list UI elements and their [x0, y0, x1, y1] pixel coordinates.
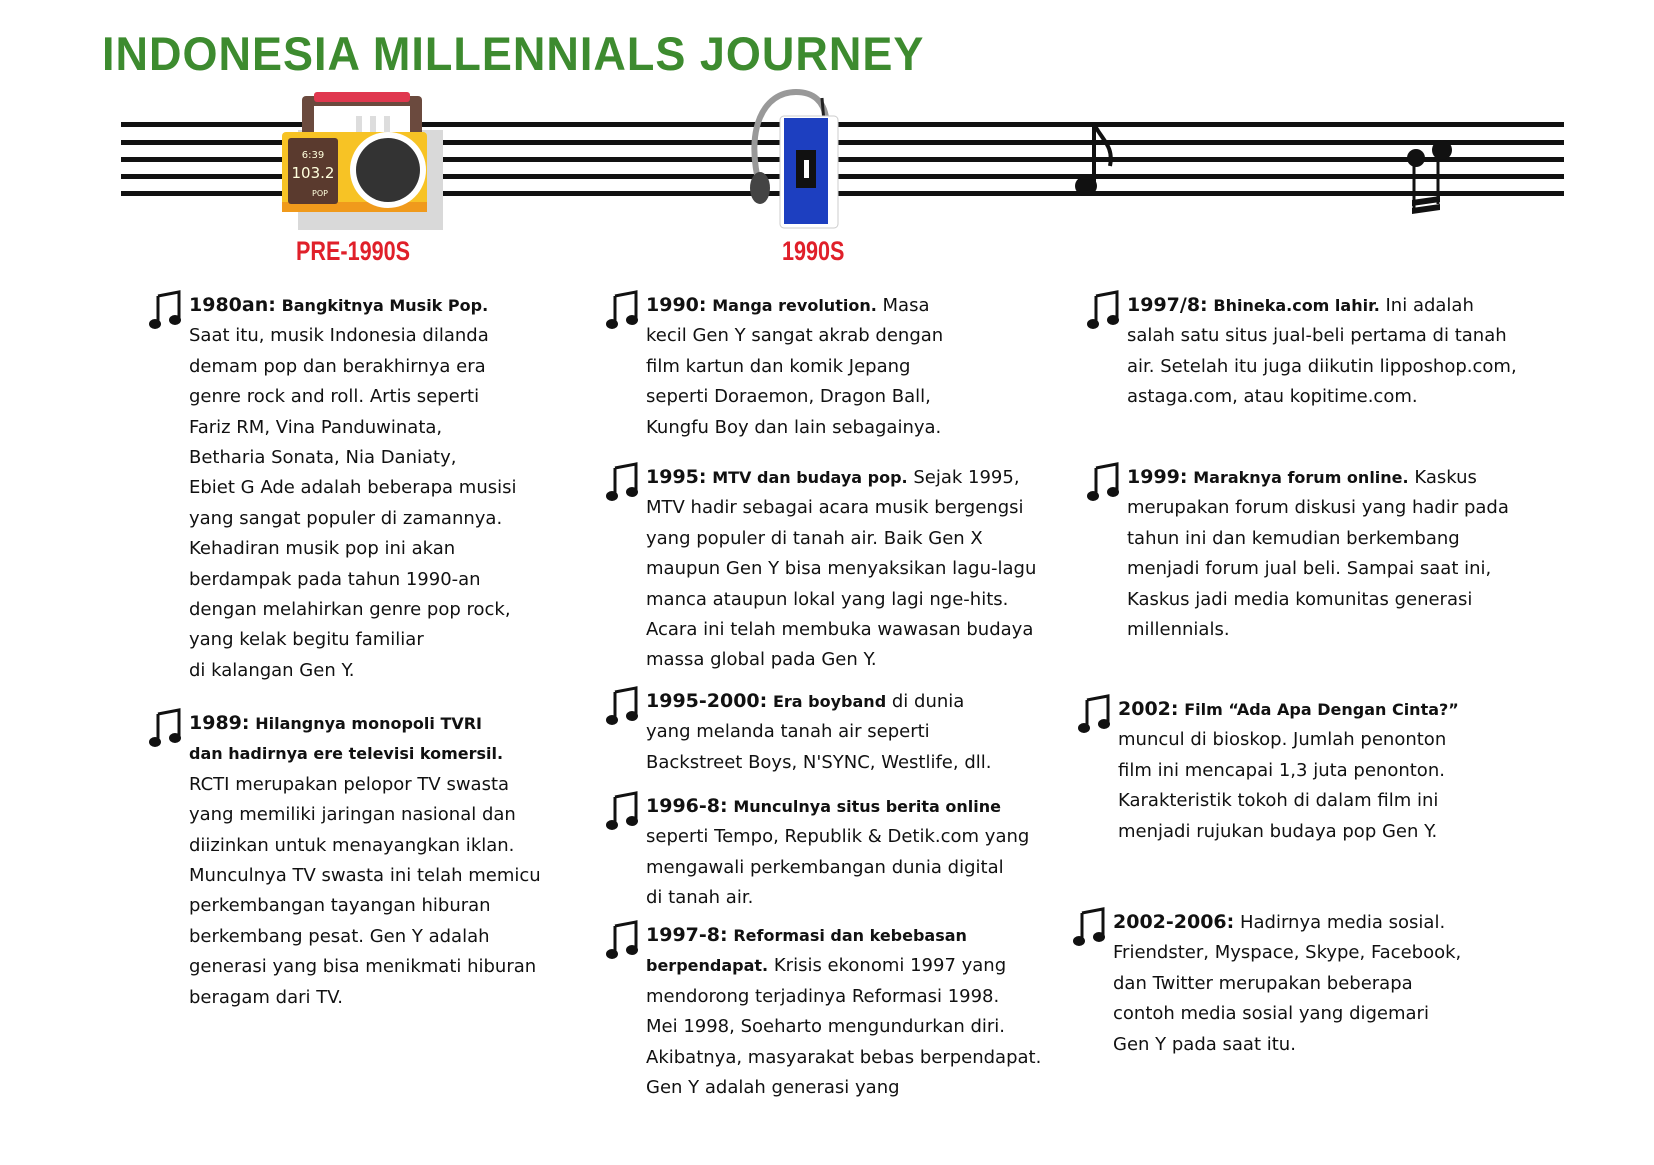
- walkman-icon: [744, 88, 854, 233]
- item-text-line: film ini mencapai 1,3 juta penonton.: [1118, 759, 1445, 781]
- item-text-line: Backstreet Boys, N'SYNC, Westlife, dll.: [646, 751, 992, 773]
- item-text-line: RCTI merupakan pelopor TV swasta: [189, 773, 510, 795]
- timeline-item: [646, 686, 991, 778]
- item-text-line: astaga.com, atau kopitime.com.: [1127, 386, 1418, 408]
- item-text-line: Kaskus jadi media komunitas generasi: [1127, 588, 1473, 610]
- timeline-item: [189, 708, 541, 1013]
- item-text-line: yang sangat populer di zamannya.: [189, 507, 503, 529]
- item-text-line: Mei 1998, Soeharto mengundurkan diri.: [646, 1016, 1006, 1038]
- item-text-line: contoh media sosial yang digemari: [1113, 1003, 1429, 1025]
- radio-time: 6:39: [301, 150, 325, 161]
- item-text-line: millennials.: [1127, 619, 1230, 641]
- item-text-line: MTV hadir sebagai acara musik bergengsi: [646, 497, 1024, 519]
- music-note-icon: [149, 708, 183, 748]
- item-year: 1996-8:: [646, 795, 728, 817]
- timeline-item: [189, 290, 517, 686]
- item-year: 2002:: [1118, 698, 1179, 720]
- item-text-line: di kalangan Gen Y.: [189, 659, 355, 681]
- item-text-line: Karakteristik tokoh di dalam film ini: [1118, 790, 1439, 812]
- item-text-line: yang memiliki jaringan nasional dan: [189, 804, 516, 826]
- item-text-line: air. Setelah itu juga diikutin lipposhop.com,: [1127, 355, 1517, 377]
- item-text: Hadirnya media sosial.: [1239, 912, 1446, 933]
- item-text-line: Kehadiran musik pop ini akan: [189, 538, 456, 560]
- timeline-item: [1127, 462, 1509, 645]
- timeline-item: [646, 462, 1036, 676]
- music-note-icon: [606, 686, 640, 726]
- item-heading: [646, 920, 1041, 951]
- item-heading: [1127, 290, 1517, 321]
- item-text-line: Friendster, Myspace, Skype, Facebook,: [1113, 942, 1462, 964]
- item-year: 1997/8:: [1127, 294, 1208, 316]
- music-note-icon: [606, 920, 640, 960]
- music-note-icon: [1087, 290, 1121, 330]
- item-heading: [646, 462, 1036, 493]
- item-topic: Manga revolution.: [712, 296, 877, 315]
- item-text: Sejak 1995,: [913, 467, 1020, 488]
- item-text-line: yang kelak begitu familiar: [189, 629, 424, 651]
- music-note-icon: [606, 462, 640, 502]
- item-text-line: yang melanda tanah air seperti: [646, 721, 930, 743]
- radio-frequency: 103.2: [291, 164, 335, 182]
- item-topic: Munculnya situs berita online: [733, 797, 1002, 816]
- item-text: Masa: [882, 295, 930, 316]
- item-text-line: demam pop dan berakhirnya era: [189, 355, 486, 377]
- item-text-line: dengan melahirkan genre pop rock,: [189, 599, 511, 621]
- item-year: 1990:: [646, 294, 707, 316]
- item-heading: [1127, 462, 1509, 493]
- item-heading: [646, 290, 943, 321]
- item-text-line: mengawali perkembangan dunia digital: [646, 856, 1004, 878]
- item-text-line: Gen Y pada saat itu.: [1113, 1033, 1296, 1055]
- era-label-1990s: 1990S: [782, 236, 845, 266]
- item-topic: Bangkitnya Musik Pop.: [281, 296, 489, 315]
- item-heading: [1113, 907, 1461, 938]
- item-text: Ini adalah: [1385, 295, 1474, 316]
- item-year: 1989:: [189, 712, 250, 734]
- item-text: Kaskus: [1414, 467, 1477, 488]
- item-text-line: Acara ini telah membuka wawasan budaya: [646, 619, 1034, 641]
- item-text-line: Kungfu Boy dan lain sebagainya.: [646, 416, 942, 438]
- item-heading: [646, 686, 991, 717]
- item-text-line: di tanah air.: [646, 887, 754, 909]
- item-text-line: seperti Doraemon, Dragon Ball,: [646, 386, 931, 408]
- item-year: 1999:: [1127, 466, 1188, 488]
- item-text-line: film kartun dan komik Jepang: [646, 355, 911, 377]
- item-topic: MTV dan budaya pop.: [712, 468, 908, 487]
- item-year: 1980an:: [189, 294, 276, 316]
- item-text-line: muncul di bioskop. Jumlah penonton: [1118, 729, 1447, 751]
- item-year: 1997-8:: [646, 924, 728, 946]
- item-topic: Film “Ada Apa Dengan Cinta?”: [1184, 700, 1459, 719]
- item-year: 2002-2006:: [1113, 911, 1235, 933]
- music-note-icon: [606, 290, 640, 330]
- beamed-notes-icon: [1402, 138, 1472, 214]
- radio-band: POP: [312, 189, 328, 198]
- timeline-item: [1118, 694, 1459, 847]
- item-text-line: menjadi forum jual beli. Sampai saat ini,: [1127, 558, 1492, 580]
- item-topic-cont: dan hadirnya ere televisi komersil.: [189, 744, 504, 764]
- item-text-line: Fariz RM, Vina Panduwinata,: [189, 416, 443, 438]
- item-topic: Hilangnya monopoli TVRI: [255, 714, 483, 733]
- page-title: INDONESIA MILLENNIALS JOURNEY: [102, 26, 925, 81]
- item-topic: Reformasi dan kebebasan: [733, 926, 967, 945]
- music-note-icon: [606, 791, 640, 831]
- item-heading: [1118, 694, 1459, 725]
- item-text-line: salah satu situs jual-beli pertama di tanah: [1127, 325, 1507, 347]
- item-topic-cont: berpendapat.: [646, 956, 769, 976]
- item-text-line: diizinkan untuk menayangkan iklan.: [189, 834, 515, 856]
- music-note-icon: [1087, 462, 1121, 502]
- item-text-line: seperti Tempo, Republik & Detik.com yang: [646, 826, 1030, 848]
- item-year: 1995-2000:: [646, 690, 768, 712]
- timeline-item: [646, 290, 943, 443]
- item-text-line: beragam dari TV.: [189, 986, 343, 1008]
- timeline-item: [1113, 907, 1461, 1060]
- item-text-line: tahun ini dan kemudian berkembang: [1127, 527, 1460, 549]
- item-topic: Bhineka.com lahir.: [1213, 296, 1380, 315]
- item-heading: [646, 791, 1029, 822]
- item-topic: Era boyband: [772, 692, 887, 711]
- music-note-icon: [1073, 907, 1107, 947]
- item-heading: [189, 708, 541, 739]
- item-text-line: genre rock and roll. Artis seperti: [189, 386, 480, 408]
- item-text-line: Saat itu, musik Indonesia dilanda: [189, 325, 489, 347]
- item-text-line: Ebiet G Ade adalah beberapa musisi: [189, 477, 517, 499]
- item-text-line: dan Twitter merupakan beberapa: [1113, 972, 1413, 994]
- item-topic: Maraknya forum online.: [1193, 468, 1409, 487]
- radio-icon: [278, 92, 448, 232]
- timeline-item: [646, 920, 1041, 1103]
- item-text-line: kecil Gen Y sangat akrab dengan: [646, 325, 944, 347]
- item-text-line: berkembang pesat. Gen Y adalah: [189, 925, 490, 947]
- item-text-line: Akibatnya, masyarakat bebas berpendapat.: [646, 1046, 1042, 1068]
- timeline-item: [1127, 290, 1517, 413]
- music-note-icon: [149, 290, 183, 330]
- item-text-line: merupakan forum diskusi yang hadir pada: [1127, 497, 1509, 519]
- eighth-note-icon: [1068, 120, 1128, 200]
- music-note-icon: [1078, 694, 1112, 734]
- item-text-line: Gen Y adalah generasi yang: [646, 1077, 900, 1099]
- item-text: Krisis ekonomi 1997 yang: [773, 955, 1007, 977]
- item-heading: [189, 290, 517, 321]
- item-text-line: menjadi rujukan budaya pop Gen Y.: [1118, 820, 1438, 842]
- timeline-item: [646, 791, 1029, 914]
- item-text-line: mendorong terjadinya Reformasi 1998.: [646, 985, 1000, 1007]
- item-text-line: manca ataupun lokal yang lagi nge-hits.: [646, 588, 1009, 610]
- item-text-line: Betharia Sonata, Nia Daniaty,: [189, 447, 457, 469]
- item-text: di dunia: [891, 691, 965, 712]
- item-text-line: yang populer di tanah air. Baik Gen X: [646, 527, 983, 549]
- item-year: 1995:: [646, 466, 707, 488]
- item-text-line: maupun Gen Y bisa menyaksikan lagu-lagu: [646, 558, 1037, 580]
- item-text-line: massa global pada Gen Y.: [646, 649, 877, 671]
- era-label-pre-1990s: PRE-1990S: [296, 236, 411, 266]
- item-text-line: berdampak pada tahun 1990-an: [189, 568, 481, 590]
- item-text-line: Munculnya TV swasta ini telah memicu: [189, 865, 541, 887]
- item-text-line: generasi yang bisa menikmati hiburan: [189, 956, 537, 978]
- item-text-line: perkembangan tayangan hiburan: [189, 895, 491, 917]
